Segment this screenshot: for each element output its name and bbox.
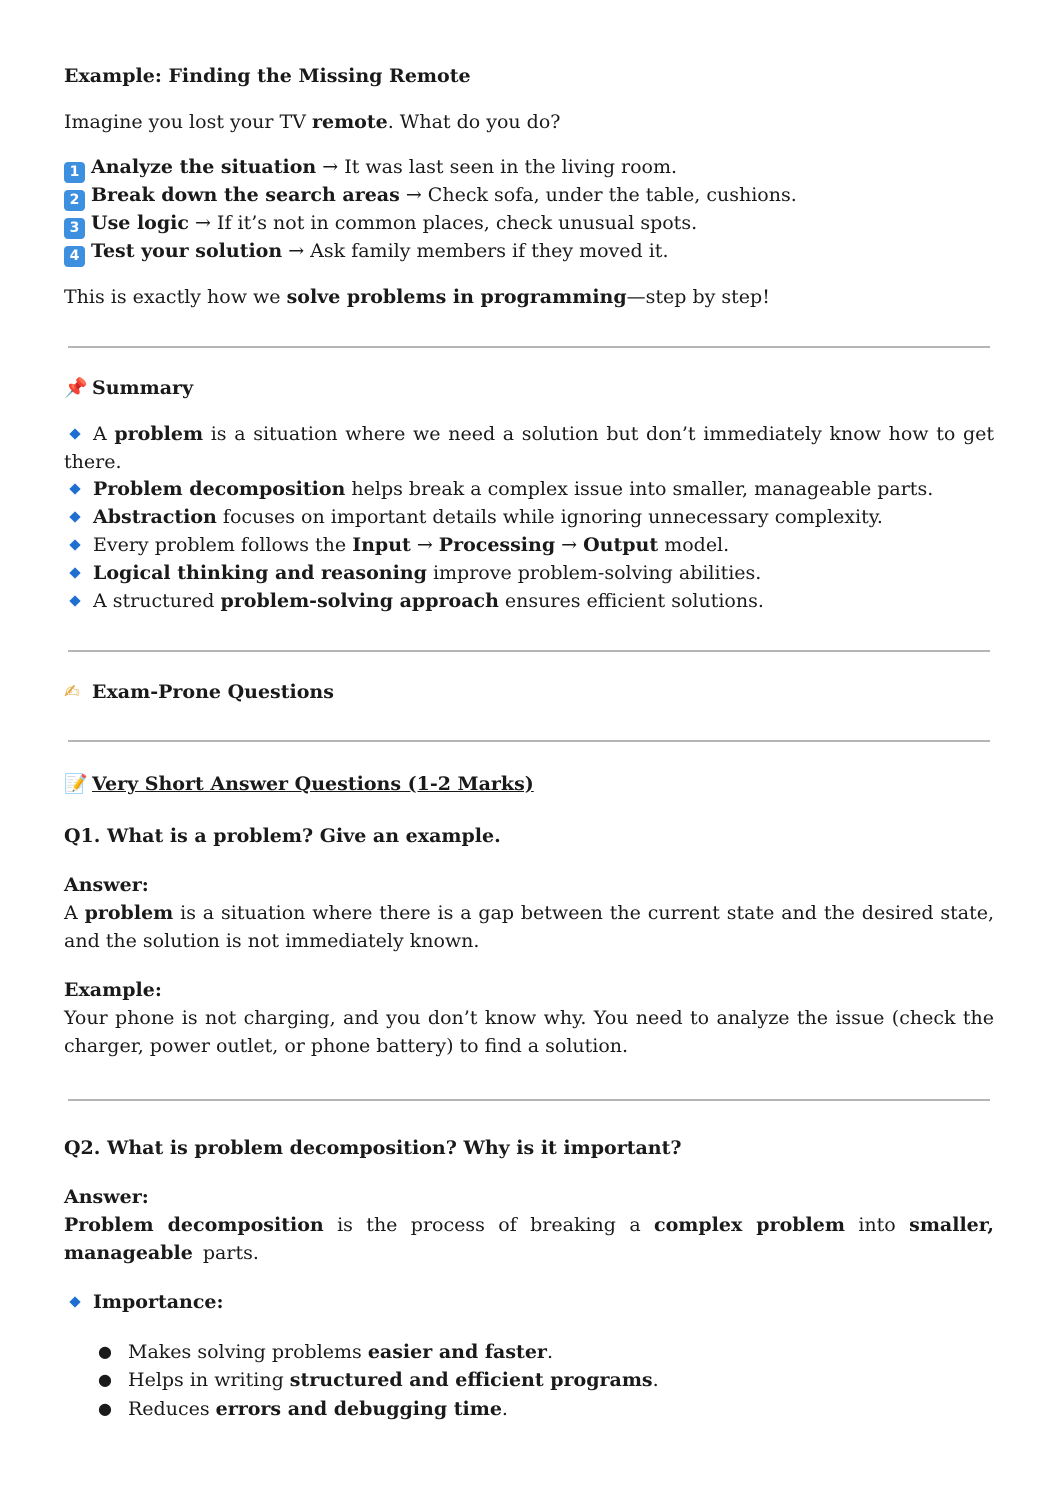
step-item: 3 Use logic → If it’s not in common places, check unusual spots. [64, 209, 994, 239]
example-heading: Example: Finding the Missing Remote [64, 65, 471, 87]
q1-example-text: Your phone is not charging, and you don’t know why. You need to analyze the issue (check the charger, power outlet, or phone battery) to find a solution. [64, 1007, 994, 1057]
divider [68, 1099, 990, 1101]
keycap-1-icon: 1 [64, 162, 85, 183]
q1-example-label: Example: [64, 979, 162, 1001]
q1-question: Q1. What is a problem? Give an example. [64, 825, 501, 847]
summary-heading: 📌 Summary [64, 374, 994, 402]
q2-answer-label: Answer: [64, 1186, 149, 1208]
step-item: 2 Break down the search areas → Check sofa, under the table, cushions. [64, 181, 994, 211]
blue-diamond-icon [69, 567, 80, 578]
bullet-icon: ● [98, 1342, 112, 1361]
importance-heading: Importance: [64, 1288, 994, 1316]
bullet-icon: ● [98, 1399, 112, 1418]
summary-item: Every problem follows the Input → Processing → Output model. [64, 531, 994, 559]
q2-answer-text: Problem decomposition is the process of breaking a complex problem into smaller, manageable parts. [64, 1214, 995, 1264]
summary-item: A structured problem-solving approach ensures efficient solutions. [64, 587, 994, 615]
list-item: ● Makes solving problems easier and faster. [98, 1338, 978, 1366]
blue-diamond-icon [69, 511, 80, 522]
blue-diamond-icon [69, 539, 80, 550]
keycap-3-icon: 3 [64, 218, 85, 239]
summary-item: A problem is a situation where we need a solution but don’t immediately know how to get there. [64, 423, 994, 473]
blue-diamond-icon [69, 595, 80, 606]
blue-diamond-icon [69, 428, 80, 439]
example-intro: Imagine you lost your TV remote. What do you do? [64, 111, 561, 133]
keycap-4-icon: 4 [64, 246, 85, 267]
divider [68, 740, 990, 742]
step-item: 1 Analyze the situation → It was last seen in the living room. [64, 153, 994, 183]
example-closing: This is exactly how we solve problems in programming—step by step! [64, 286, 770, 308]
step-item: 4 Test your solution → Ask family members if they moved it. [64, 237, 994, 267]
q2-question: Q2. What is problem decomposition? Why is it important? [64, 1137, 682, 1159]
blue-diamond-icon [69, 483, 80, 494]
pushpin-icon: 📌 [64, 377, 88, 399]
writing-hand-icon: ✍ [64, 681, 80, 703]
divider [68, 346, 990, 348]
summary-item: Problem decomposition helps break a complex issue into smaller, manageable parts. [64, 475, 994, 503]
list-item: ● Helps in writing structured and efficient programs. [98, 1366, 978, 1394]
blue-diamond-icon [69, 1296, 80, 1307]
summary-item: Abstraction focuses on important details while ignoring unnecessary complexity. [64, 503, 994, 531]
bullet-icon: ● [98, 1370, 112, 1389]
summary-item: Logical thinking and reasoning improve problem-solving abilities. [64, 559, 994, 587]
keycap-2-icon: 2 [64, 190, 85, 211]
exam-heading: ✍ Exam-Prone Questions [64, 678, 994, 706]
list-item: ● Reduces errors and debugging time. [98, 1395, 978, 1423]
vsa-heading: 📝 Very Short Answer Questions (1-2 Marks) [64, 770, 994, 798]
memo-icon: 📝 [64, 773, 88, 795]
q1-answer-text: A problem is a situation where there is a gap between the current state and the desired state, and the solution is not immediately known. [64, 902, 995, 952]
divider [68, 650, 990, 652]
q1-answer-label: Answer: [64, 874, 149, 896]
